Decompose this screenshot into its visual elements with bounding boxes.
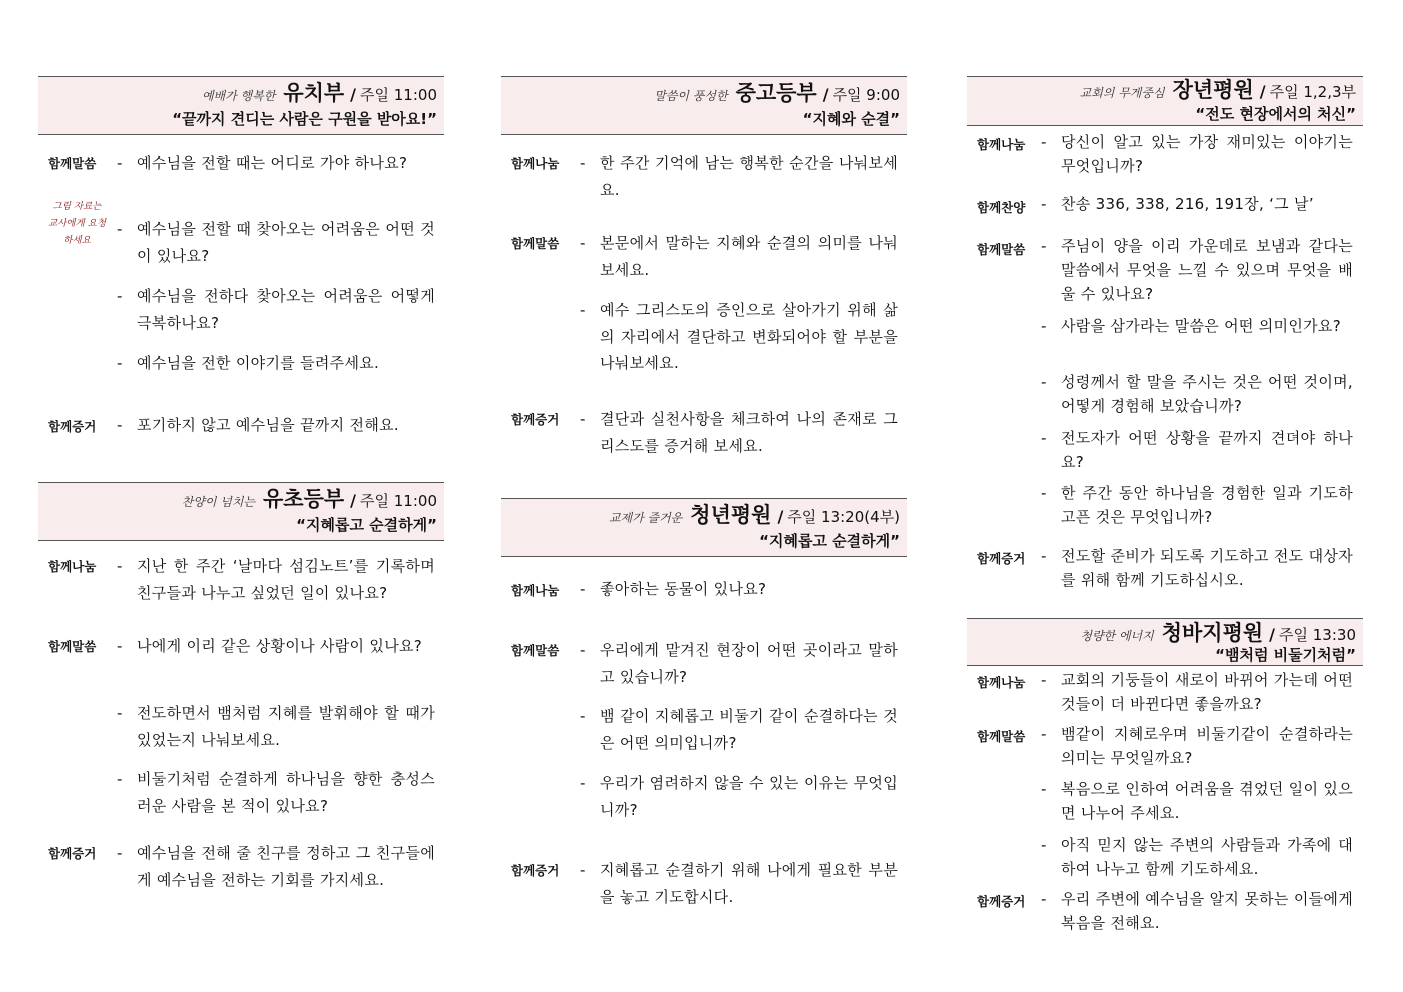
list-item: - 당신이 알고 있는 가장 재미있는 이야기는 무엇입니까? — [1041, 133, 1353, 175]
list-item: - 아직 믿지 않는 주변의 사람들과 가족에 대하여 나누고 함께 기도하세요. — [1041, 836, 1353, 878]
service-time: 주일 13:20(4부) — [787, 508, 900, 526]
list-item: - 복음으로 인하여 어려움을 겪었던 일이 있으면 나누어 주세요. — [1041, 780, 1353, 822]
list-item: - 우리에게 맡겨진 현장이 어떤 곳이라고 말하고 있습니까? — [580, 641, 898, 686]
list-item: - 뱀같이 지혜로우며 비둘기같이 순결하라는 의미는 무엇일까요? — [1041, 725, 1353, 767]
list-item: - 예수님을 전해 줄 친구를 정하고 그 친구들에게 예수님을 전하는 기회를 가지세요. — [117, 844, 435, 889]
list-item: - 지난 한 주간 ‘날마다 섬김노트’를 기록하며 친구들과 나누고 싶었던 일이 있나요? — [117, 557, 435, 602]
list-item: - 전도자가 어떤 상황을 끝까지 견뎌야 하나요? — [1041, 429, 1353, 471]
list-item: - 우리가 염려하지 않을 수 있는 이유는 무엇입니까? — [580, 774, 898, 819]
list-item: - 포기하지 않고 예수님을 끝까지 전해요. — [117, 416, 399, 434]
service-time: 주일 13:30 — [1279, 626, 1356, 644]
label-share: 함께나눔 — [48, 559, 97, 574]
list-item: - 예수님을 전한 이야기를 들려주세요. — [117, 354, 380, 372]
list-item: - 본문에서 말하는 지혜와 순결의 의미를 나눠보세요. — [580, 234, 898, 279]
list-item: - 전도하면서 뱀처럼 지혜를 발휘해야 할 때가 있었는지 나눠보세요. — [117, 704, 435, 749]
label-share: 함께나눔 — [511, 583, 560, 598]
label-word: 함께말씀 — [977, 729, 1026, 744]
section-tagline: 찬양이 넘치는 — [181, 495, 256, 509]
list-item: - 비둘기처럼 순결하게 하나님을 향한 충성스러운 사람을 본 적이 있나요? — [117, 770, 435, 815]
section-young-adults — [501, 498, 907, 557]
service-time: 주일 9:00 — [832, 86, 900, 104]
label-share: 함께나눔 — [977, 675, 1026, 690]
section-header: 청량한 에너지 청바지평원 / 주일 13:30 “뱀처럼 비둘기처럼” — [967, 618, 1363, 666]
label-witness: 함께증거 — [511, 412, 560, 427]
section-theme: “뱀처럼 비둘기처럼” — [1215, 646, 1356, 664]
label-praise: 함께찬양 — [977, 200, 1026, 215]
section-header: 예배가 행복한 유치부 / 주일 11:00 “끝까지 견디는 사람은 구원을 받아요!” — [38, 76, 444, 135]
section-tagline: 교제가 즐거운 — [608, 511, 683, 525]
label-witness: 함께증거 — [48, 419, 97, 434]
department-name: 유치부 — [283, 81, 345, 105]
section-tagline: 말씀이 풍성한 — [654, 89, 728, 103]
label-word: 함께말씀 — [48, 639, 97, 654]
service-time: 주일 11:00 — [360, 86, 437, 104]
label-witness: 함께증거 — [977, 894, 1026, 909]
section-header: 찬양이 넘치는 유초등부 / 주일 11:00 “지혜롭고 순결하게” — [38, 482, 444, 541]
list-item: - 결단과 실천사항을 체크하여 나의 존재로 그리스도를 증거해 보세요. — [580, 410, 898, 455]
service-time: 주일 11:00 — [360, 492, 437, 510]
section-jeans — [967, 618, 1363, 666]
section-header: 말씀이 풍성한 중고등부 / 주일 9:00 “지혜와 순결” — [501, 76, 907, 135]
list-item: - 전도할 준비가 되도록 기도하고 전도 대상자를 위해 함께 기도하십시오. — [1041, 547, 1353, 589]
department-name: 청바지평원 — [1161, 621, 1264, 645]
list-item: - 우리 주변에 예수님을 알지 못하는 이들에게 복음을 전해요. — [1041, 890, 1353, 932]
section-header: 교회의 무게중심 장년평원 / 주일 1,2,3부 “전도 현장에서의 처신” — [967, 76, 1363, 126]
label-witness: 함께증거 — [511, 863, 560, 878]
list-item: - 교회의 기둥들이 새로이 바뀌어 가는데 어떤 것들이 더 바뀐다면 좋을까요? — [1041, 671, 1353, 713]
list-item: - 예수님을 전할 때는 어디로 가야 하나요? — [117, 154, 408, 172]
list-item: - 성령께서 할 말을 주시는 것은 어떤 것이며, 어떻게 경험해 보았습니까? — [1041, 373, 1353, 415]
section-adults — [967, 76, 1363, 126]
list-item: - 예수 그리스도의 증인으로 살아가기 위해 삶의 자리에서 결단하고 변화되어야 할 부분을 나눠보세요. — [580, 301, 898, 372]
label-share: 함께나눔 — [511, 156, 560, 171]
section-tagline: 청량한 에너지 — [1080, 629, 1154, 643]
list-item: - 지혜롭고 순결하기 위해 나에게 필요한 부분을 놓고 기도합시다. — [580, 861, 898, 906]
handwritten-note: 그림 자료는 교사에게 요청하세요 — [47, 201, 107, 246]
list-item: - 한 주간 동안 하나님을 경험한 일과 기도하고픈 것은 무엇입니까? — [1041, 484, 1353, 526]
section-tagline: 예배가 행복한 — [201, 89, 276, 103]
list-item: - 나에게 이리 같은 상황이나 사람이 있나요? — [117, 637, 423, 655]
label-witness: 함께증거 — [48, 846, 97, 861]
list-item: - 예수님을 전할 때 찾아오는 어려움은 어떤 것이 있나요? — [117, 220, 435, 265]
service-time: 주일 1,2,3부 — [1269, 83, 1356, 101]
list-item: - 예수님을 전하다 찾아오는 어려움은 어떻게 극복하나요? — [117, 287, 435, 332]
section-theme: “지혜롭고 순결하게” — [759, 532, 900, 550]
department-name: 장년평원 — [1172, 78, 1254, 102]
section-kindergarten — [38, 76, 444, 135]
section-theme: “지혜와 순결” — [802, 110, 900, 128]
department-name: 중고등부 — [735, 81, 817, 105]
label-word: 함께말씀 — [511, 643, 560, 658]
department-name: 유초등부 — [263, 487, 345, 511]
list-item: - 찬송 336, 338, 216, 191장, ‘그 날’ — [1041, 195, 1314, 213]
list-item: - 사람을 삼가라는 말씀은 어떤 의미인가요? — [1041, 317, 1341, 335]
section-theme: “끝까지 견디는 사람은 구원을 받아요!” — [172, 110, 437, 128]
section-theme: “전도 현장에서의 처신” — [1195, 105, 1356, 123]
section-tagline: 교회의 무게중심 — [1079, 86, 1165, 100]
label-word: 함께말씀 — [511, 236, 560, 251]
list-item: - 한 주간 기억에 남는 행복한 순간을 나눠보세요. — [580, 154, 898, 199]
list-item: - 뱀 같이 지혜롭고 비둘기 같이 순결하다는 것은 어떤 의미입니까? — [580, 707, 898, 752]
section-theme: “지혜롭고 순결하게” — [296, 516, 437, 534]
section-youth — [501, 76, 907, 135]
section-header: 교제가 즐거운 청년평원 / 주일 13:20(4부) “지혜롭고 순결하게” — [501, 498, 907, 557]
label-witness: 함께증거 — [977, 551, 1026, 566]
list-item: - 주님이 양을 이리 가운데로 보냄과 같다는 말씀에서 무엇을 느낄 수 있으며 무엇을 배울 수 있나요? — [1041, 237, 1353, 303]
label-word: 함께말씀 — [977, 242, 1026, 257]
label-share: 함께나눔 — [977, 137, 1026, 152]
section-elementary — [38, 482, 444, 541]
list-item: - 좋아하는 동물이 있나요? — [580, 580, 767, 598]
department-name: 청년평원 — [690, 503, 772, 527]
label-word: 함께말씀 — [48, 156, 97, 171]
